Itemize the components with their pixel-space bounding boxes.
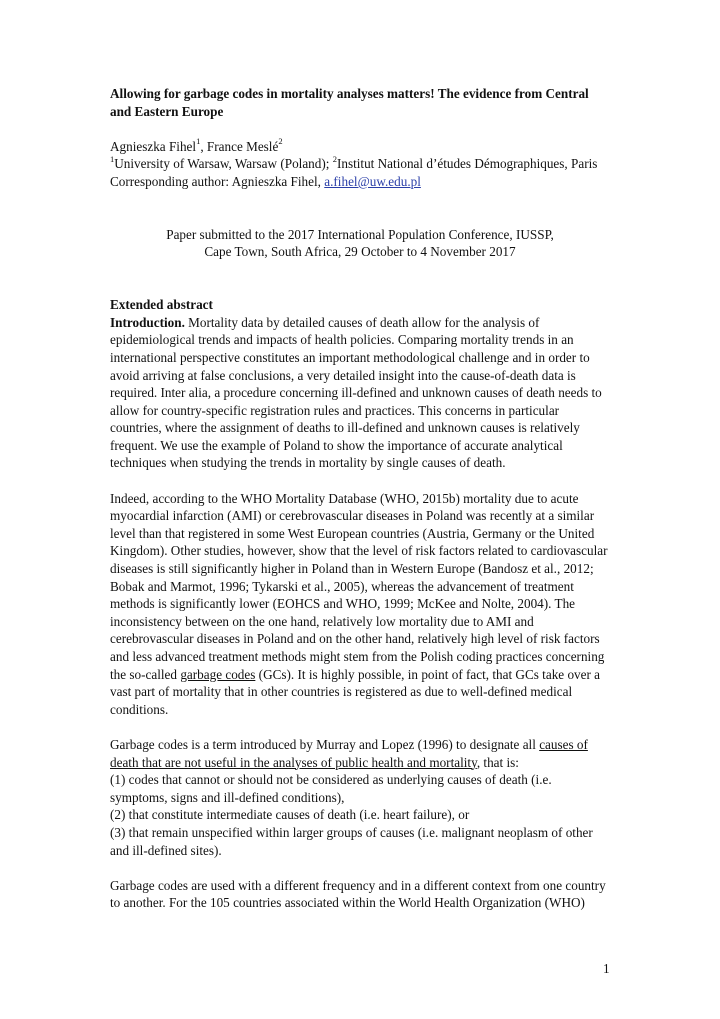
paper-page: [110, 85, 610, 912]
list-item: (3) that remain unspecified within larger groups of causes (i.e. malignant neoplasm of other and ill-defined sites).: [110, 824, 593, 858]
author-1: Agnieszka Fihel: [110, 138, 197, 154]
page-number: 1: [603, 961, 610, 976]
affil-1: University of Warsaw, Warsaw (Poland);: [114, 156, 333, 172]
para2-text-1: Indeed, according to the WHO Mortality Database (WHO, 2015b) mortality due to acute myocardial infarction (AMI) or cerebrovascular diseases in Poland was recently at a similar level than that registered in some West European countries (Austria, Germany or the United Kingdom). Other studies, however, show that the level of risk factors related to cardiovascular diseases is still significantly higher in Poland than in Western Europe (Bandosz et al., 2012; Bobak and Marmot, 1996; Tykarski et al., 2005), whereas the advancement of treatment methods is significantly lower (EOHCS and WHO, 1999; McKee and Nolte, 2004). The inconsistency between on the one hand, relatively low mortality due to AMI and cerebrovascular diseases in Poland and on the other hand, relatively high level of risk factors and less advanced treatment methods might stem from the Polish coding practices concerning the so-called: [110, 490, 608, 682]
list-item: (2) that constitute intermediate causes of death (i.e. heart failure), or: [110, 807, 470, 823]
corresponding-label: Corresponding author: Agnieszka Fihel,: [110, 173, 325, 189]
author-email-link[interactable]: a.fihel@uw.edu.pl: [324, 173, 421, 189]
corresponding-author: [110, 173, 610, 191]
paragraph-2: [110, 490, 610, 719]
submission-line-2: Cape Town, South Africa, 29 October to 4 November 2017: [204, 244, 516, 260]
affiliation-line: [110, 155, 610, 173]
author-2-affil-mark: 2: [278, 136, 283, 147]
paragraph-4: Garbage codes are used with a different frequency and in a different context from one country to another. For the 105 countries associated within the World Health Organization (WHO): [110, 877, 606, 911]
affil-2: Institut National d’études Démographiques, Paris: [336, 156, 598, 172]
submission-line-1: Paper submitted to the 2017 International Population Conference, IUSSP,: [166, 226, 554, 242]
para3-text-2: , that is:: [476, 754, 519, 770]
author-1-affil-mark: 1: [196, 136, 201, 147]
intro-paragraph: [110, 314, 610, 472]
affil-2-mark: 2: [332, 153, 337, 164]
author-separator: ,: [200, 138, 207, 154]
paper-title: Allowing for garbage codes in mortality analyses matters! The evidence from Central and Eastern Europe: [110, 86, 589, 119]
author-2: France Meslé: [206, 138, 279, 154]
paragraph-3: [110, 736, 610, 771]
author-line: [110, 138, 610, 156]
section-heading: Extended abstract: [110, 297, 213, 313]
para2-text-2: (GCs). It is highly possible, in point of fact, that GCs take over a vast part of mortality that in other countries is registered as due to well-defined medical conditions.: [110, 666, 601, 717]
intro-label: Introduction.: [110, 314, 185, 330]
list-item: (1) codes that cannot or should not be considered as underlying causes of death (i.e. symptoms, signs and ill-defined conditions),: [110, 772, 552, 805]
para3-text-1: Garbage codes is a term introduced by Murray and Lopez (1996) to designate all: [110, 736, 540, 752]
affil-1-mark: 1: [110, 153, 115, 164]
para3-underline: causes of death that are not useful in the analyses of public health and mortality: [110, 736, 588, 770]
intro-text: Mortality data by detailed causes of death allow for the analysis of epidemiological trends and impacts of health policies. Comparing mortality trends in an international perspective constitutes an important methodological challenge and in order to avoid arriving at false conclusions, a very detailed insight into the cause-of-death data is required. Inter alia, a procedure concerning ill-defined and unknown causes of death needs to allow for country-specific registration rules and practices. This concerns in particular countries, where the assignment of deaths to ill-defined and unknown causes is relatively frequent. We use the example of Poland to show the importance of accurate analytical techniques when studying the trends in mortality by single causes of death.: [110, 314, 602, 471]
para2-underline: garbage codes: [180, 666, 256, 682]
